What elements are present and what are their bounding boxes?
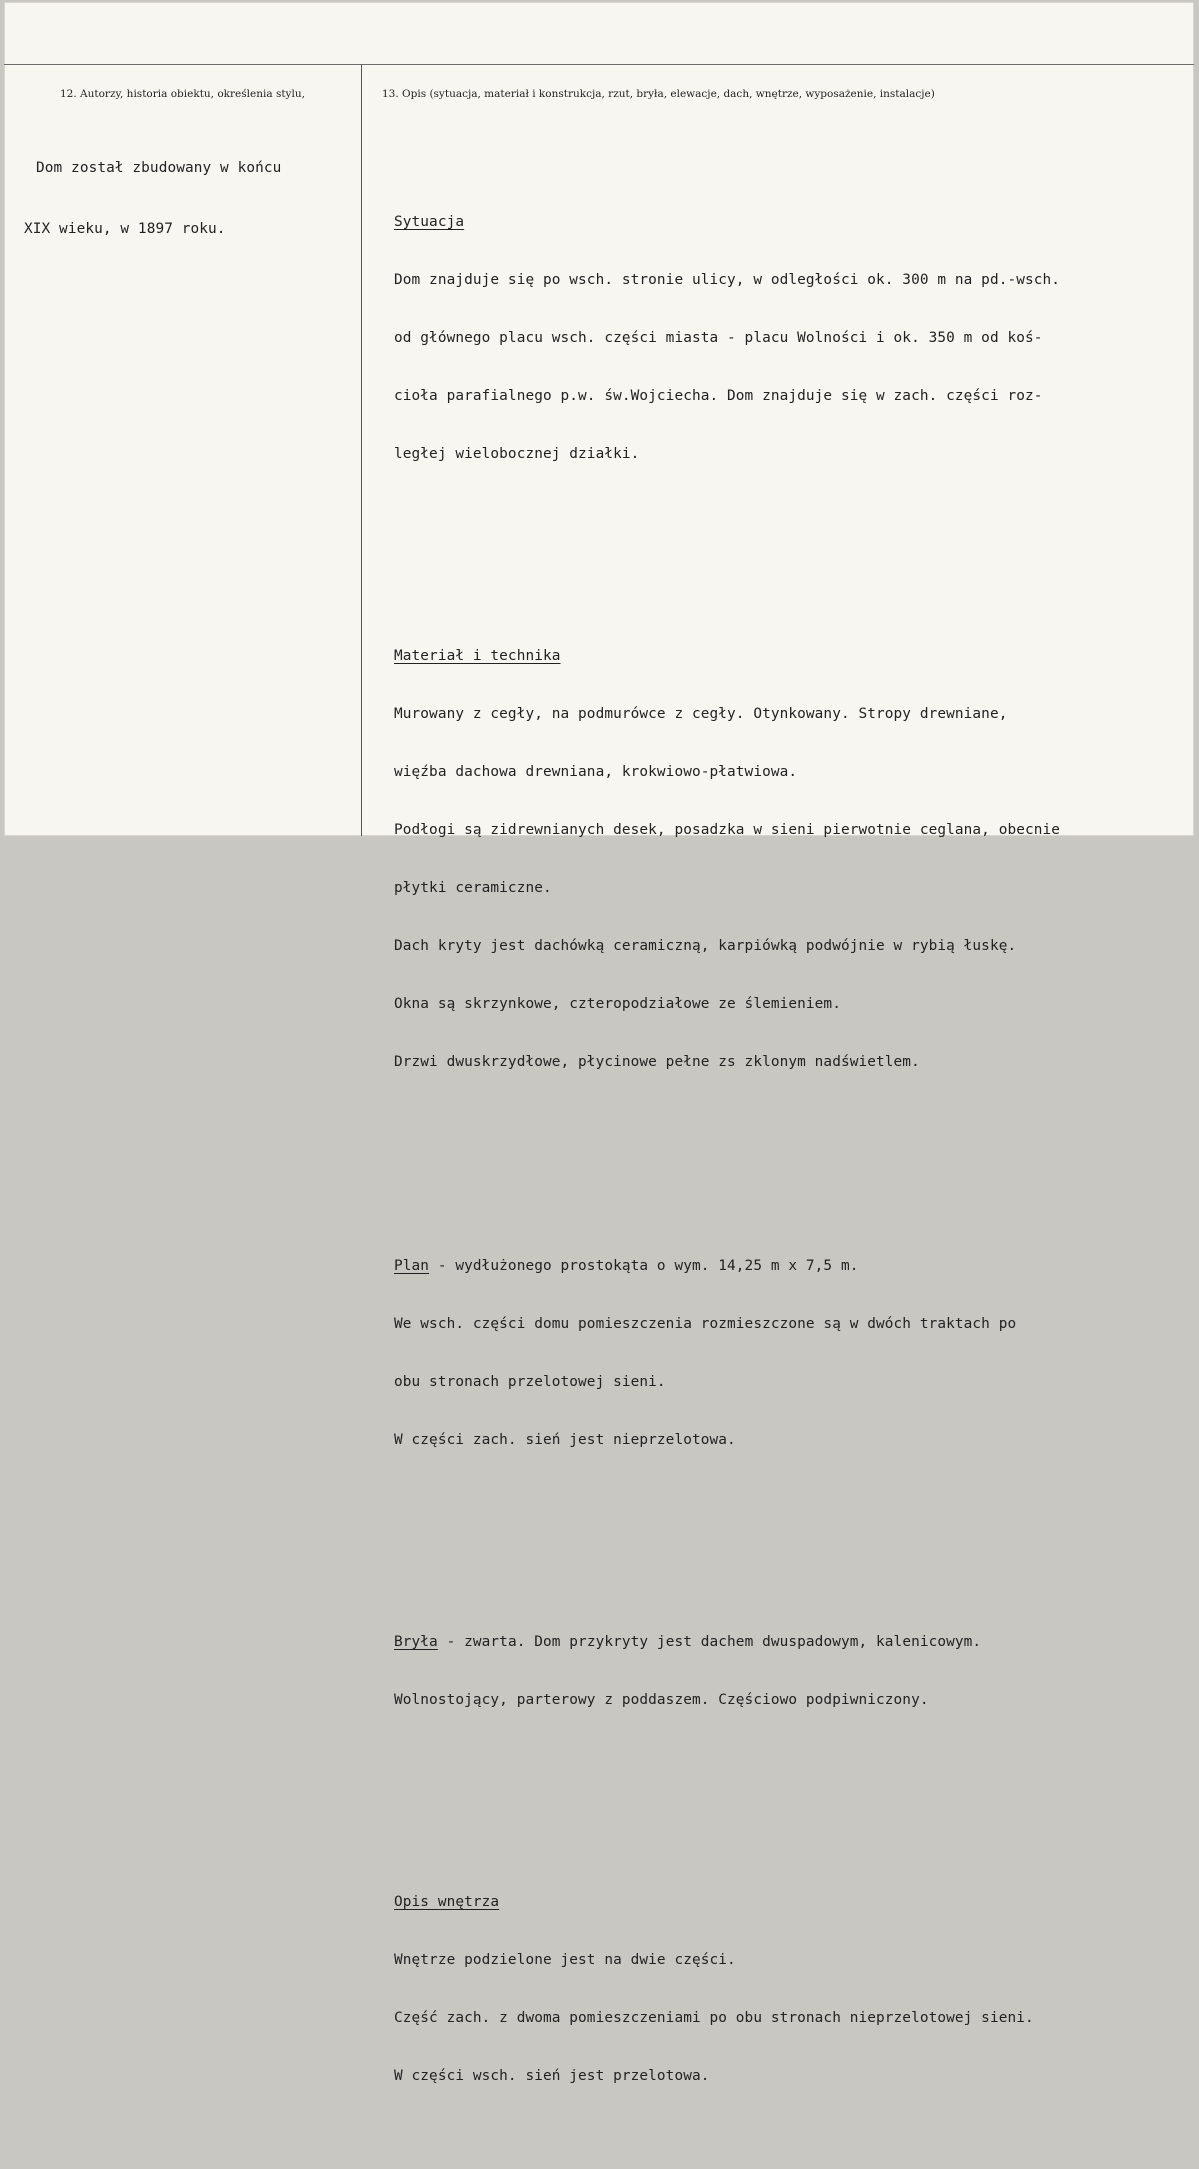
- section-body: [394, 1597, 1174, 1745]
- plan-line: We wsch. części domu pomieszczenia rozmieszczone są w dwóch traktach po: [394, 1316, 1017, 1332]
- section-situation: [394, 177, 1174, 499]
- plan-heading-rest: - wydłużonego prostokąta o wym. 14,25 m x 7,5 m.: [429, 1258, 859, 1274]
- history-line: Dom został zbudowany w końcu: [36, 160, 282, 176]
- spacer: [394, 547, 1174, 563]
- material-line: więźba dachowa drewniana, krokwiowo-płatwiowa.: [394, 764, 798, 780]
- plan-line: W części zach. sień jest nieprzelotowa.: [394, 1432, 736, 1448]
- column-divider: [361, 64, 362, 836]
- material-heading: Materiał i technika: [394, 648, 561, 664]
- spacer: [394, 1793, 1174, 1809]
- interior-line: W części wsch. sień jest przelotowa.: [394, 2068, 710, 2084]
- record-card: [4, 2, 1194, 2084]
- situation-line: Dom znajduje się po wsch. stronie ulicy, w odległości ok. 300 m na pd.-wsch.: [394, 272, 1061, 288]
- body-heading-rest: - zwarta. Dom przykryty jest dachem dwuspadowym, kalenicowym.: [437, 1634, 982, 1650]
- body-line: Wolnostojący, parterowy z poddaszem. Częściowo podpiwniczony.: [394, 1692, 929, 1708]
- material-line: Murowany z cegły, na podmurówce z cegły. Otynkowany. Stropy drewniane,: [394, 706, 1008, 722]
- body-heading-line: [394, 1629, 1174, 1655]
- field-13-label: 13. Opis (sytuacja, materiał i konstrukcja, rzut, bryła, elewacje, dach, wnętrze, wyposażenie, instalacje): [382, 88, 935, 100]
- description-text: [394, 129, 1174, 2169]
- material-line: Dach kryty jest dachówką ceramiczną, karpiówką podwójnie w rybią łuskę.: [394, 938, 1017, 954]
- interior-heading: Opis wnętrza: [394, 1894, 500, 1910]
- spacer: [394, 1155, 1174, 1173]
- section-plan: [394, 1221, 1174, 1485]
- situation-line: cioła parafialnego p.w. św.Wojciecha. Dom znajduje się w zach. części roz-: [394, 388, 1043, 404]
- situation-heading: Sytuacja: [394, 214, 465, 230]
- section-interior: [394, 1857, 1174, 2121]
- history-text: [24, 122, 281, 276]
- situation-line: od głównego placu wsch. części miasta - placu Wolności i ok. 350 m od koś-: [394, 330, 1043, 346]
- history-line: XIX wieku, w 1897 roku.: [24, 221, 226, 237]
- interior-line: Wnętrze podzielone jest na dwie części.: [394, 1952, 736, 1968]
- material-line: Okna są skrzynkowe, czteropodziałowe ze ślemieniem.: [394, 996, 841, 1012]
- material-line: płytki ceramiczne.: [394, 880, 552, 896]
- material-line: Drzwi dwuskrzydłowe, płycinowe pełne zs zklonym nadświetlem.: [394, 1054, 920, 1070]
- section-material: [394, 611, 1174, 1107]
- plan-heading-line: [394, 1253, 1174, 1279]
- plan-line: obu stronach przelotowej sieni.: [394, 1374, 666, 1390]
- situation-line: ległej wielobocznej działki.: [394, 446, 640, 462]
- interior-line: Część zach. z dwoma pomieszczeniami po obu stronach nieprzelotowej sieni.: [394, 2010, 1034, 2026]
- plan-heading: Plan: [394, 1258, 430, 1274]
- spacer: [394, 1533, 1174, 1549]
- material-line: Podłogi są zidrewnianych desek, posadzka w sieni pierwotnie ceglana, obecnie: [394, 822, 1061, 838]
- body-heading: Bryła: [394, 1634, 438, 1650]
- field-12-label: 12. Autorzy, historia obiektu, określenia stylu,: [60, 88, 305, 100]
- top-rule: [4, 64, 1194, 65]
